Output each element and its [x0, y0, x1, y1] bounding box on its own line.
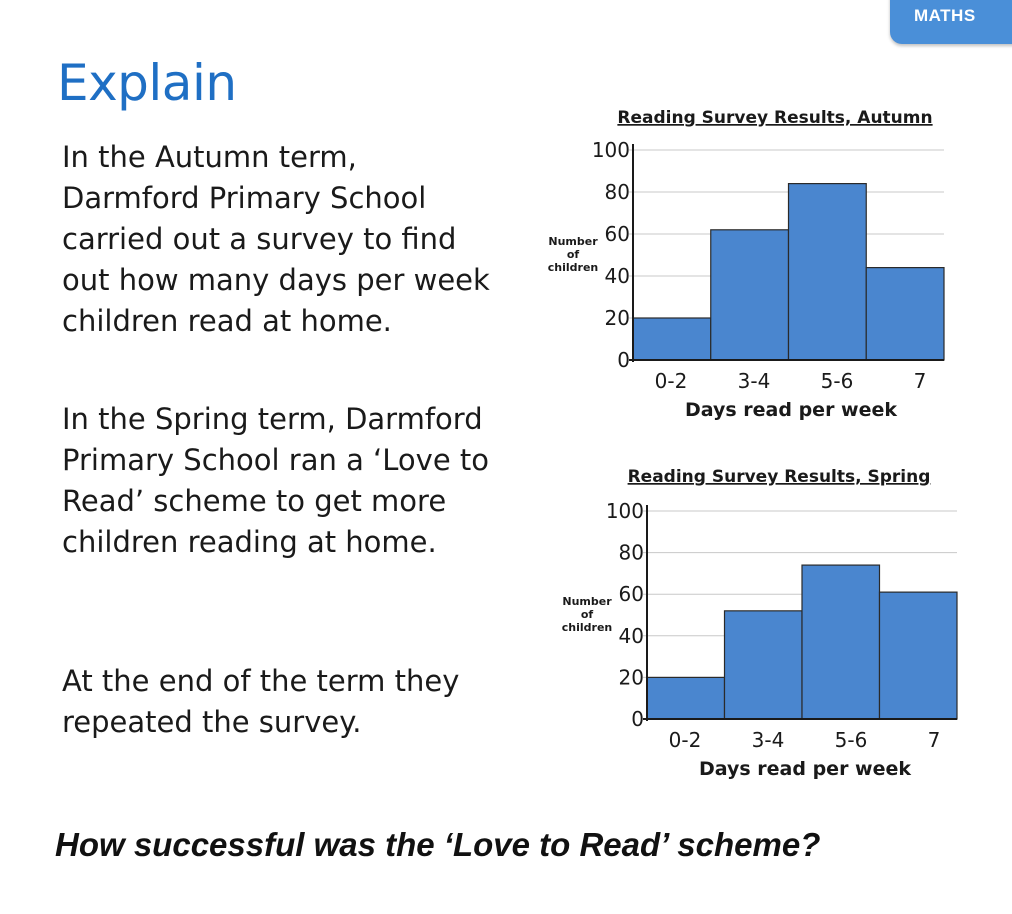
x-tick-label: 0-2: [654, 369, 688, 393]
y-tick-label: 20: [604, 306, 630, 330]
y-tick-label: 40: [604, 264, 630, 288]
chart-title-spring: Reading Survey Results, Spring: [627, 467, 931, 487]
question-text: How successful was the ‘Love to Read’ scheme?: [55, 826, 821, 863]
x-axis-label: Days read per week: [698, 758, 912, 780]
x-tick-label: 7: [927, 728, 941, 752]
y-axis-label: children: [561, 621, 613, 634]
bar-7: [866, 268, 944, 360]
y-axis-label: children: [547, 261, 599, 274]
x-tick-label: 7: [913, 369, 927, 393]
bar-3-4: [711, 230, 789, 360]
y-tick-label: 100: [605, 499, 644, 523]
y-axis-label: Number: [548, 235, 598, 248]
x-tick-label: 5-6: [834, 728, 868, 752]
y-axis-label: of: [580, 608, 594, 621]
x-axis-label: Days read per week: [684, 399, 898, 421]
bar-5-6: [789, 184, 867, 360]
y-tick-label: 60: [618, 582, 644, 607]
page-title: Explain: [57, 54, 237, 112]
bar-5-6: [802, 565, 880, 719]
paragraph-repeat: At the end of the term they repeated the survey.: [62, 664, 460, 739]
y-tick-label: 0: [617, 348, 630, 372]
logo-text: MATHS: [914, 6, 976, 25]
x-tick-label: 0-2: [668, 728, 702, 752]
y-axis-label: Number: [562, 595, 612, 608]
bar-0-2: [647, 677, 725, 719]
y-axis-label: of: [566, 248, 580, 261]
y-tick-label: 100: [591, 138, 630, 162]
y-tick-label: 60: [604, 222, 630, 246]
y-tick-label: 0: [631, 707, 644, 731]
y-tick-label: 80: [618, 540, 644, 565]
logo-badge: [890, 0, 1012, 44]
x-tick-label: 5-6: [820, 369, 854, 393]
chart-title-autumn: Reading Survey Results, Autumn: [617, 108, 933, 128]
x-tick-label: 3-4: [751, 728, 785, 752]
y-tick-label: 20: [618, 665, 644, 690]
bar-0-2: [633, 318, 711, 360]
paragraph-autumn: In the Autumn term, Darmford Primary School carried out a survey to find out how many days per week children read at home.: [62, 140, 490, 338]
bar-7: [880, 592, 958, 719]
bar-3-4: [725, 611, 803, 719]
y-tick-label: 80: [604, 180, 630, 204]
paragraph-spring: In the Spring term, Darmford Primary School ran a ‘Love to Read’ scheme to get more children reading at home.: [62, 402, 489, 559]
x-tick-label: 3-4: [737, 369, 771, 393]
y-tick-label: 40: [618, 623, 644, 648]
